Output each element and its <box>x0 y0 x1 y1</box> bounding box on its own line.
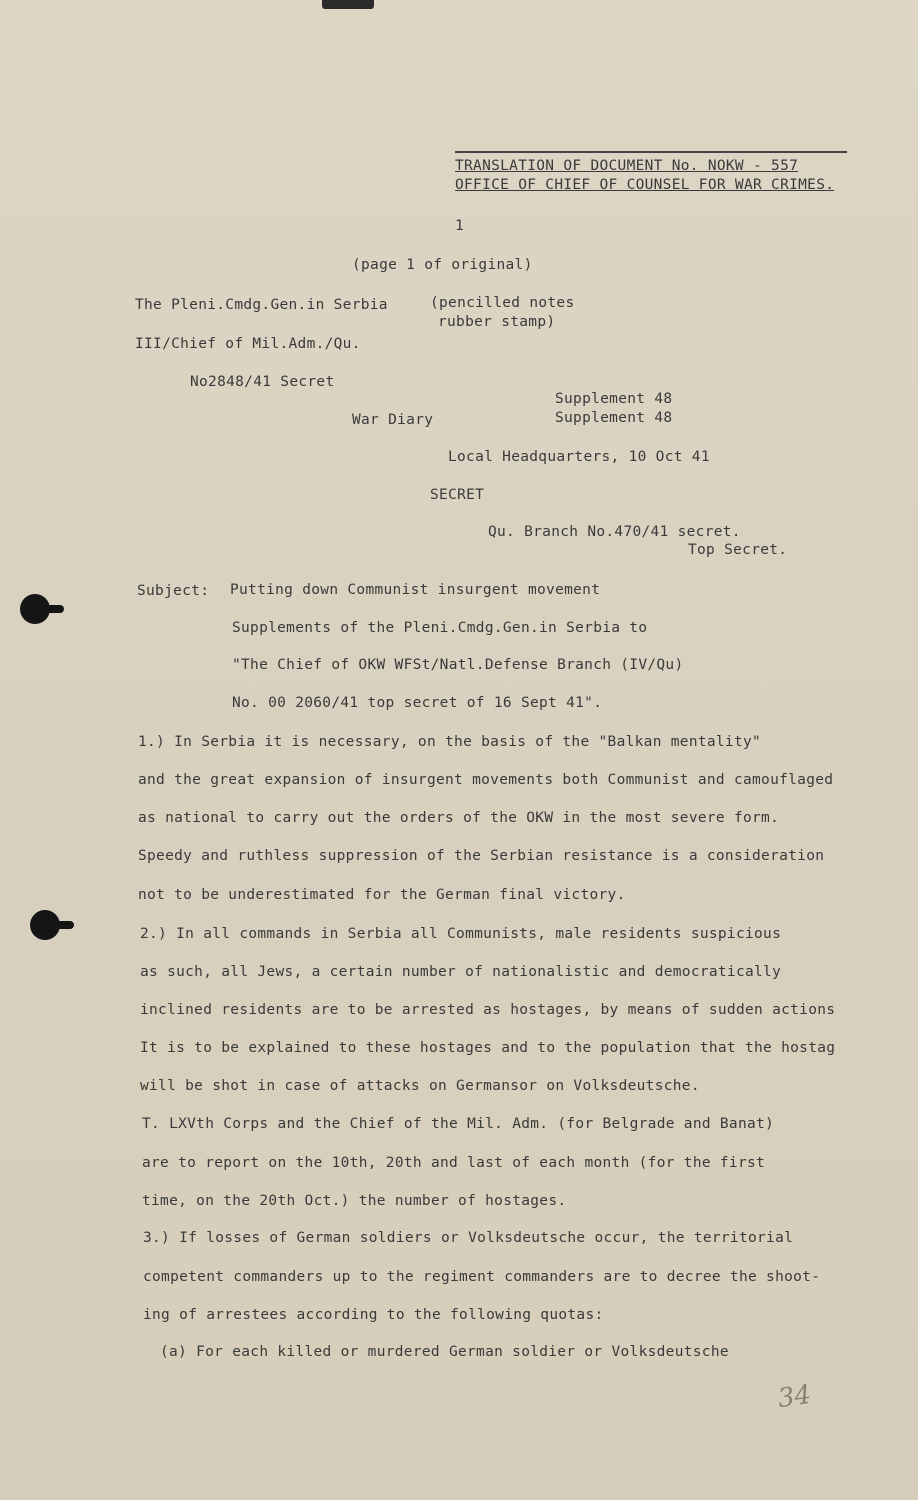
issuer-line-2: III/Chief of Mil.Adm./Qu. <box>135 336 361 352</box>
body-line: competent commanders up to the regiment commanders are to decree the shoot- <box>143 1269 821 1285</box>
body-line: inclined residents are to be arrested as hostages, by means of sudden actions <box>140 1002 836 1018</box>
punch-hole <box>30 910 60 940</box>
supplement-1: Supplement 48 <box>555 391 673 407</box>
body-line: are to report on the 10th, 20th and last of each month (for the first <box>142 1155 766 1171</box>
body-line: T. LXVth Corps and the Chief of the Mil. Adm. (for Belgrade and Banat) <box>142 1116 775 1132</box>
header-line-1: TRANSLATION OF DOCUMENT No. NOKW - 557 <box>455 158 799 174</box>
header-rule <box>455 151 847 153</box>
body-line: (a) For each killed or murdered German soldier or Volksdeutsche <box>160 1344 729 1360</box>
subject-line: "The Chief of OKW WFSt/Natl.Defense Branch (IV/Qu) <box>232 657 684 673</box>
classification: SECRET <box>430 487 485 503</box>
war-diary: War Diary <box>352 412 434 428</box>
page-of-original: (page 1 of original) <box>352 257 533 273</box>
punch-hole <box>20 594 50 624</box>
body-line: 2.) In all commands in Serbia all Communists, male residents suspicious <box>140 926 782 942</box>
body-line: time, on the 20th Oct.) the number of hostages. <box>142 1193 567 1209</box>
subject-line: Putting down Communist insurgent movement <box>230 582 601 598</box>
subject-line: No. 00 2060/41 top secret of 16 Sept 41". <box>232 695 603 711</box>
body-line: not to be underestimated for the German final victory. <box>138 887 626 903</box>
page-number: 1 <box>455 218 465 234</box>
body-line: will be shot in case of attacks on Germansor on Volksdeutsche. <box>140 1078 700 1094</box>
branch-line-2: Top Secret. <box>688 542 788 558</box>
pencil-note-line-2: rubber stamp) <box>438 314 556 330</box>
body-line: as such, all Jews, a certain number of nationalistic and democratically <box>140 964 782 980</box>
branch-line-1: Qu. Branch No.470/41 secret. <box>488 524 741 540</box>
body-line: ing of arrestees according to the following quotas: <box>143 1307 604 1323</box>
body-line: It is to be explained to these hostages and to the population that the hostag <box>140 1040 836 1056</box>
place-date: Local Headquarters, 10 Oct 41 <box>448 449 710 465</box>
body-line: as national to carry out the orders of the OKW in the most severe form. <box>138 810 780 826</box>
binder-clip <box>322 0 374 9</box>
header-line-2: OFFICE OF CHIEF OF COUNSEL FOR WAR CRIMES. <box>455 177 835 193</box>
body-line: 3.) If losses of German soldiers or Volksdeutsche occur, the territorial <box>143 1230 794 1246</box>
body-line: and the great expansion of insurgent movements both Communist and camouflaged <box>138 772 834 788</box>
pencil-note-line-1: (pencilled notes <box>430 295 575 311</box>
handwritten-page-mark: 34 <box>776 1379 814 1415</box>
body-line: Speedy and ruthless suppression of the Serbian resistance is a consideration <box>138 848 825 864</box>
body-line: 1.) In Serbia it is necessary, on the basis of the "Balkan mentality" <box>138 734 762 750</box>
issuer-line-1: The Pleni.Cmdg.Gen.in Serbia <box>135 297 388 313</box>
subject-label: Subject: <box>137 583 210 599</box>
supplement-2: Supplement 48 <box>555 410 673 426</box>
issuer-number: No2848/41 Secret <box>190 374 335 390</box>
subject-line: Supplements of the Pleni.Cmdg.Gen.in Serbia to <box>232 620 648 636</box>
